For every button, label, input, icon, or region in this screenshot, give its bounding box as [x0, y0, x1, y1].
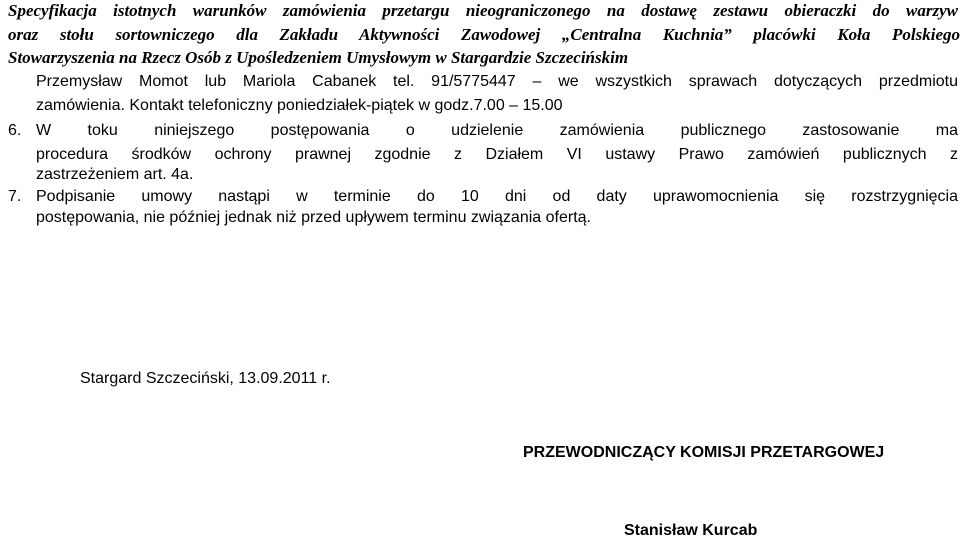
section-6-line-3: zastrzeżeniem art. 4a. — [36, 166, 194, 183]
place-date: Stargard Szczeciński, 13.09.2011 r. — [80, 370, 331, 387]
header-line-2: oraz stołu sortowniczego dla Zakładu Aktywności Zawodowej „Centralna Kuchnia” placówki Koła Polskiego — [8, 25, 960, 44]
section-7-number: 7. — [8, 188, 22, 205]
header-line-3: Stowarzyszenia na Rzecz Osób z Upośledzeniem Umysłowym w Stargardzie Szczecińskim — [8, 48, 629, 67]
section-6-number: 6. — [8, 122, 22, 139]
contact-line-1: Przemysław Momot lub Mariola Cabanek tel. 91/5775447 – we wszystkich sprawach dotyczących przedmiotu — [36, 73, 958, 90]
section-7-line-1: Podpisanie umowy nastąpi w terminie do 10 dni od daty uprawomocnienia się rozstrzygnięcia — [36, 188, 958, 205]
section-6-line-2: procedura środków ochrony prawnej zgodnie z Działem VI ustawy Prawo zamówień publicznych z — [36, 146, 958, 163]
signature-name: Stanisław Kurcab — [624, 522, 758, 539]
section-7-line-2: postępowania, nie później jednak niż przed upływem terminu związania ofertą. — [36, 209, 591, 226]
section-6-line-1: W toku niniejszego postępowania o udzielenie zamówienia publicznego zastosowanie ma — [36, 122, 958, 139]
signature-title: PRZEWODNICZĄCY KOMISJI PRZETARGOWEJ — [523, 444, 885, 461]
contact-line-2: zamówienia. Kontakt telefoniczny poniedziałek-piątek w godz.7.00 – 15.00 — [36, 97, 563, 114]
header-line-1: Specyfikacja istotnych warunków zamówienia przetargu nieograniczonego na dostawę zestawu obieraczki do warzyw — [8, 1, 958, 20]
